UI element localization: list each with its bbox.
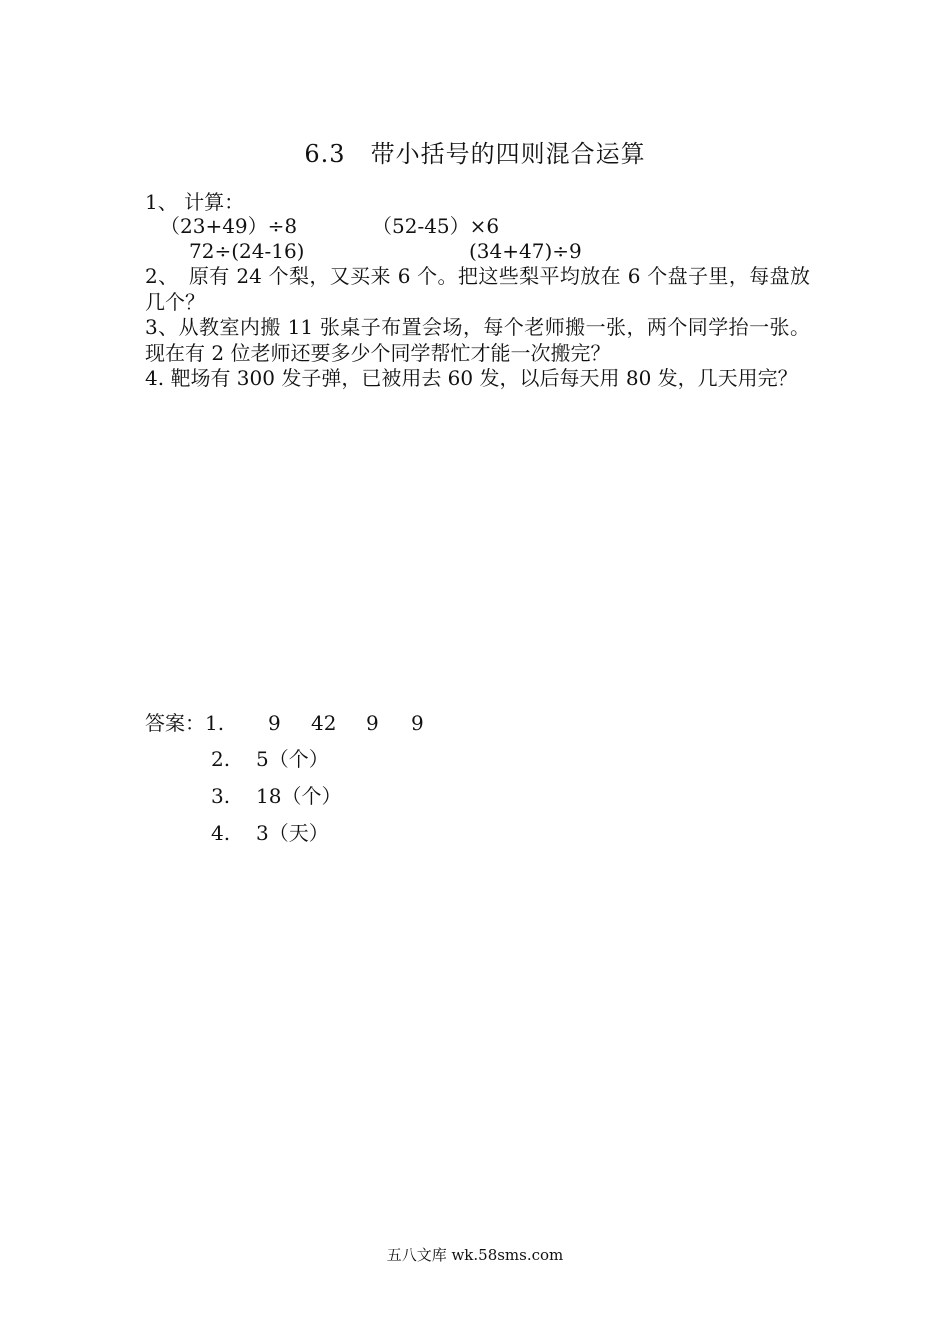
expression-1: （23+49）÷8 [160, 214, 298, 238]
answer-4: 3（天） [256, 821, 329, 845]
question-3: 3、从教室内搬 11 张桌子布置会场，每个老师搬一张，两个同学抬一张。现在有 2 位老师还要多少个同学帮忙才能一次搬完？ [145, 315, 810, 365]
question-1-label: 1、 计算： [145, 190, 245, 214]
answer-3-number: 3. [211, 784, 231, 808]
answer-label: 答案：1. [145, 711, 225, 735]
expression-4: (34+47)÷9 [469, 239, 582, 263]
answer-1-value-3: 9 [366, 711, 379, 735]
answer-4-number: 4. [211, 821, 231, 845]
question-4: 4. 靶场有 300 发子弹，已被用去 60 发，以后每天用 80 发，几天用完？ [145, 366, 798, 390]
page-title: 6.3 带小括号的四则混合运算 [304, 140, 646, 168]
expression-2: （52-45）×6 [372, 214, 500, 238]
answer-2-number: 2. [211, 747, 231, 771]
answer-3: 18（个） [256, 784, 342, 808]
answer-2: 5（个） [256, 747, 329, 771]
answer-1-value-2: 42 [311, 711, 337, 735]
question-2: 2、 原有 24 个梨，又买来 6 个。把这些梨平均放在 6 个盘子里，每盘放几个？ [145, 264, 810, 314]
expression-3: 72÷(24-16) [189, 239, 305, 263]
footer-watermark: 五八文库 wk.58sms.com [386, 1246, 564, 1264]
answer-1-value-4: 9 [411, 711, 424, 735]
answer-1-value-1: 9 [268, 711, 281, 735]
